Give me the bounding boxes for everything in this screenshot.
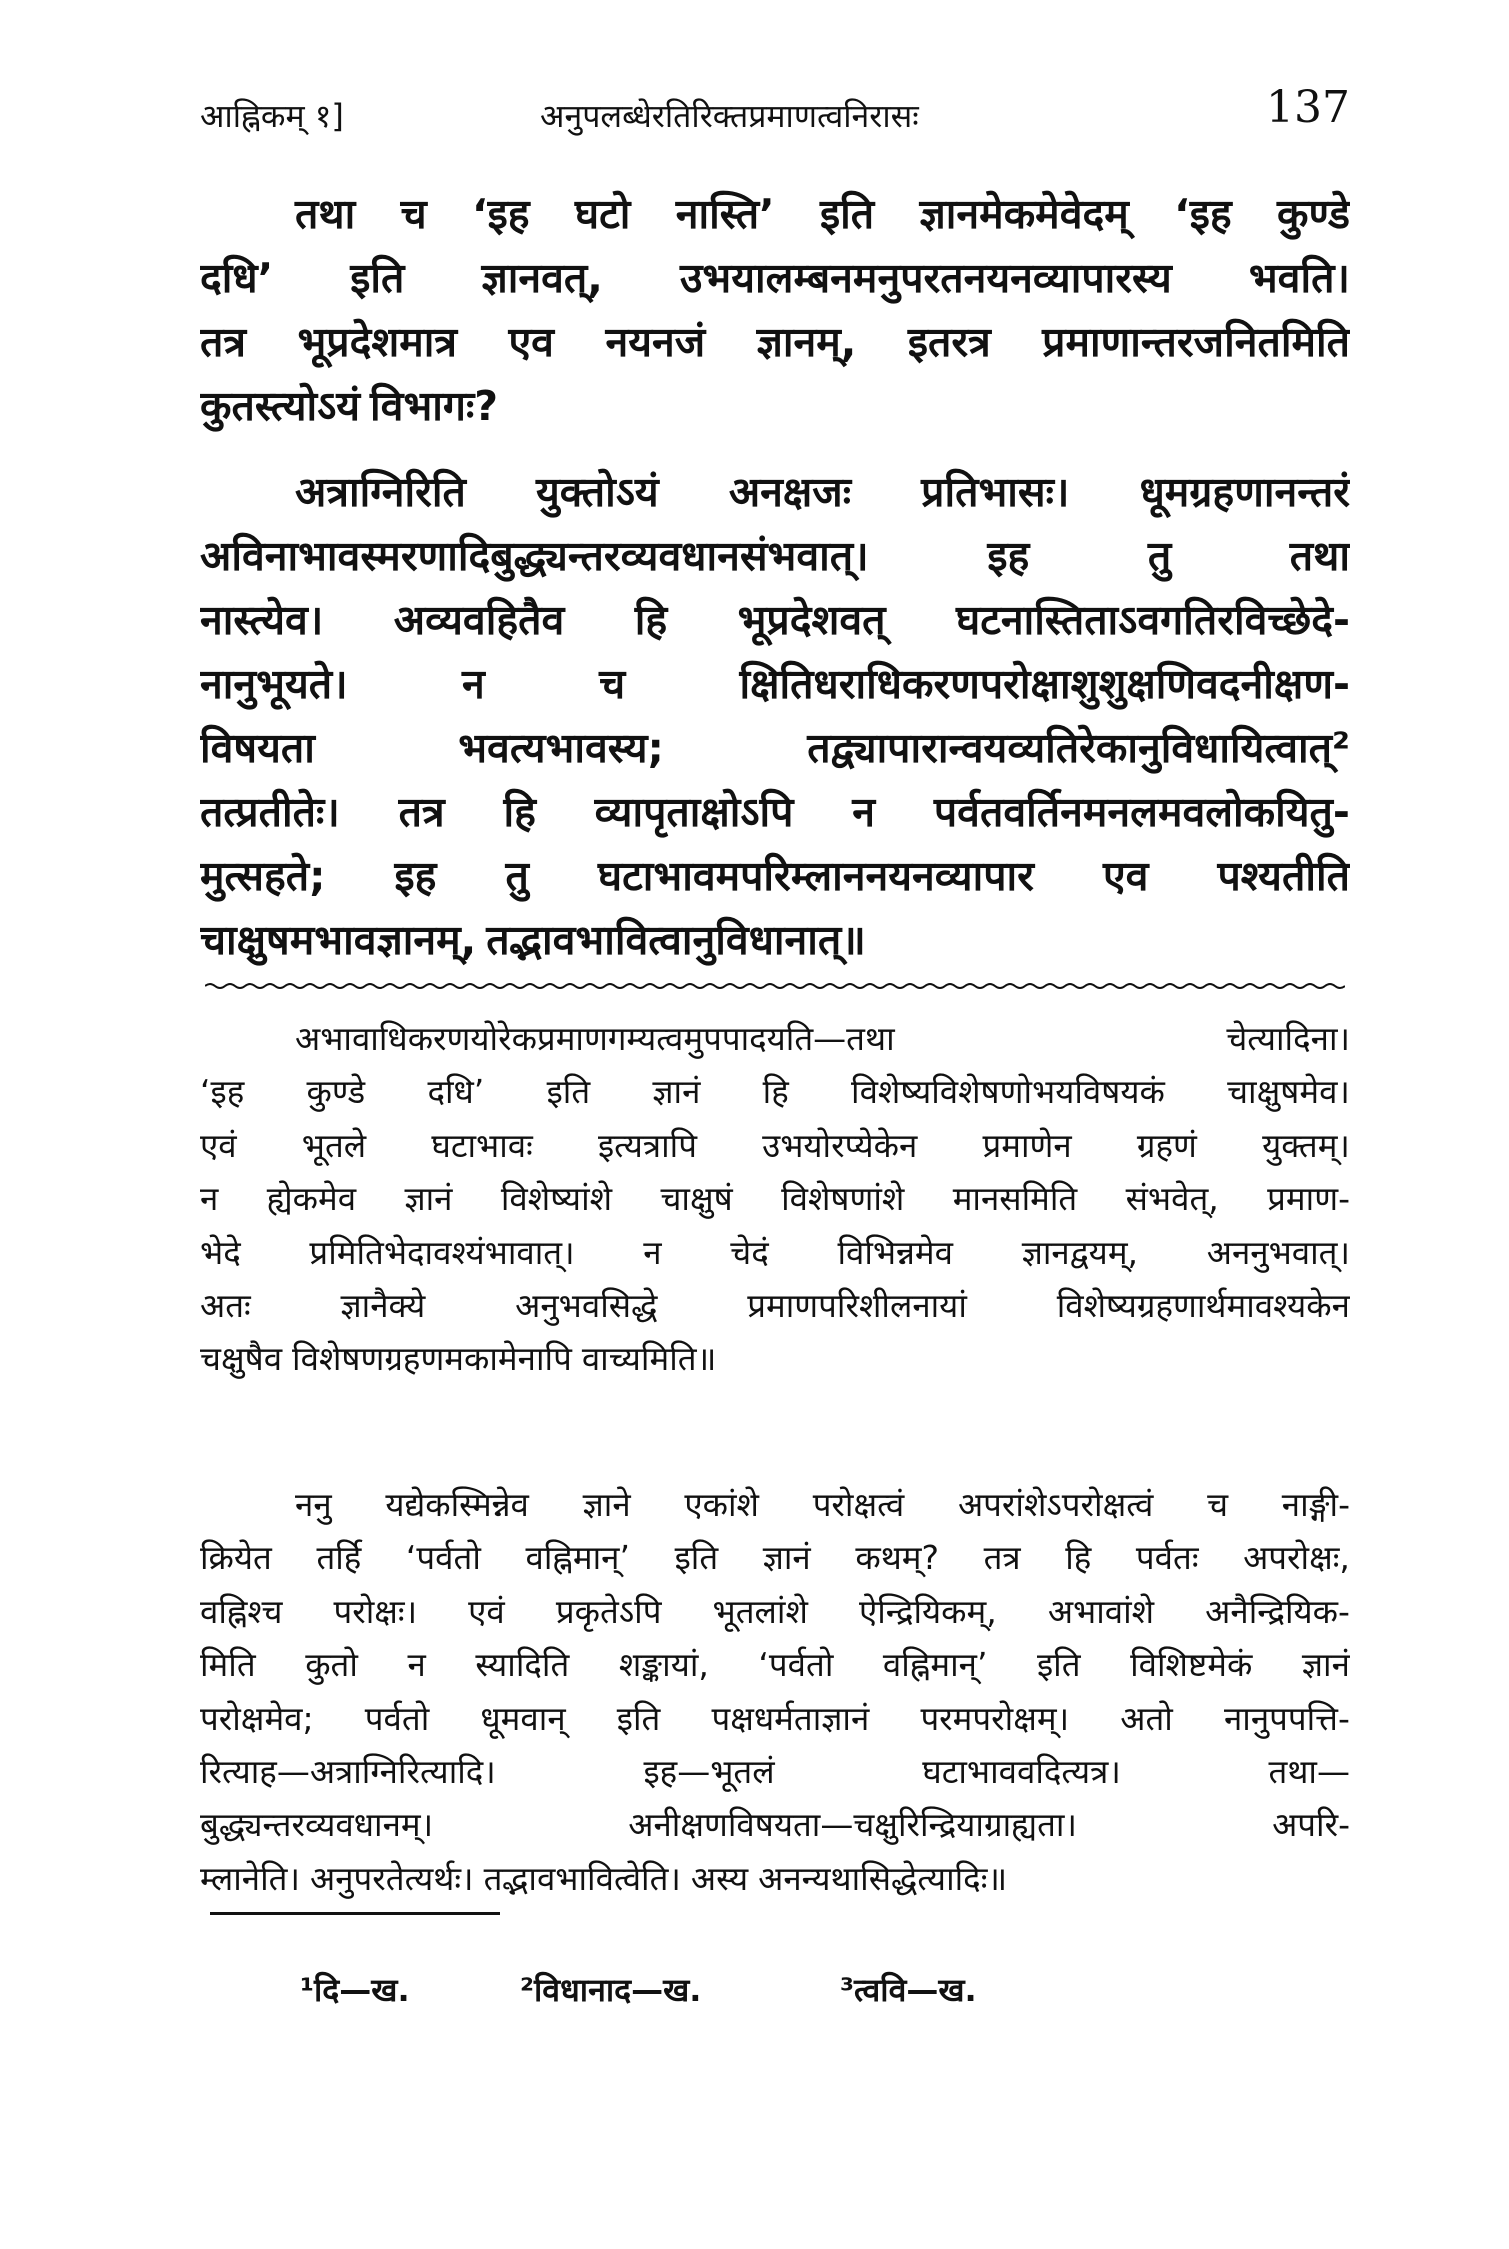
- word: च: [599, 660, 626, 708]
- word: मुत्सहते;: [200, 852, 326, 900]
- commentary-paragraph-2: [200, 1478, 1350, 1905]
- text-line: [200, 374, 1350, 438]
- word: एव: [1102, 852, 1149, 900]
- word: कुतो: [305, 1645, 358, 1685]
- text-line: [200, 182, 1350, 246]
- word: इति: [1036, 1645, 1081, 1685]
- word: प्रतिभासः।: [921, 468, 1070, 516]
- word: अतो: [1120, 1698, 1173, 1738]
- word: मिति: [200, 1645, 256, 1685]
- word: वाच्यमिति॥: [581, 1339, 717, 1379]
- word: स्यादिति: [475, 1645, 570, 1685]
- word: तु: [1147, 532, 1172, 580]
- word: अभावांशे: [1047, 1591, 1155, 1631]
- word: अस्य: [690, 1858, 749, 1898]
- word: शङ्कायां,: [618, 1645, 709, 1685]
- word: घटाभावमपरिम्लाननयनव्यापार: [597, 852, 1034, 900]
- word: इति: [616, 1698, 661, 1738]
- word: चक्षुषैव: [200, 1339, 283, 1379]
- word: चाक्षुषं: [660, 1179, 733, 1219]
- word: उभयोरप्येकेन: [762, 1125, 918, 1165]
- text-line: [200, 1638, 1350, 1691]
- word: हि: [762, 1072, 789, 1112]
- word: घटाभावः: [431, 1125, 533, 1165]
- text-line: [200, 1798, 1350, 1851]
- word: तु: [505, 852, 529, 900]
- word: भूतलांशे: [712, 1591, 808, 1631]
- word: विशेष्यग्रहणार्थमावश्यकेन: [1056, 1285, 1350, 1325]
- text-line: [200, 1692, 1350, 1745]
- word: भूतले: [301, 1125, 367, 1165]
- word: तद्व्यापारान्वयव्यतिरेकानुविधायित्वात्²: [807, 724, 1350, 772]
- word: ‘इह: [472, 190, 530, 238]
- wavy-separator: [205, 982, 1345, 990]
- word: हि: [1065, 1538, 1092, 1578]
- word: रित्याह—अत्राग्निरित्यादि।: [200, 1751, 496, 1791]
- word: अनन्यथासिद्धेत्यादिः॥: [758, 1858, 1008, 1898]
- word: अभावाधिकरणयोरेकप्रमाणगम्यत्वमुपपादयति—तथा: [295, 1019, 895, 1058]
- word: घटाभाववदित्यत्र।: [922, 1751, 1121, 1791]
- word: परोक्षमेव;: [200, 1698, 314, 1738]
- word: विशेषणांशे: [781, 1179, 905, 1219]
- word: इति: [350, 254, 405, 302]
- word: प्रमितिभेदावश्यंभावात्।: [309, 1232, 575, 1272]
- word: तत्प्रतीतेः।: [200, 788, 340, 836]
- text-line: [200, 1531, 1350, 1584]
- word: हि: [634, 596, 668, 644]
- footnotes: [300, 1968, 1200, 2018]
- word: चेदं: [730, 1232, 769, 1272]
- word: नास्ति’: [675, 190, 775, 238]
- text-line: [200, 460, 1350, 524]
- word: इह: [987, 532, 1030, 580]
- word: न: [200, 1179, 219, 1219]
- word: यद्येकस्मिन्नेव: [385, 1485, 529, 1524]
- word: ज्ञानवत्,: [481, 254, 603, 302]
- text-line: [200, 908, 1350, 972]
- word: ज्ञानं: [652, 1072, 701, 1112]
- footnote-2: ²विधानाद—ख.: [520, 1971, 702, 2009]
- word: युक्तोऽयं: [536, 468, 659, 516]
- word: ज्ञाने: [582, 1485, 631, 1524]
- text-line: [200, 1279, 1350, 1332]
- word: दधि’: [427, 1072, 485, 1112]
- word: परोक्षः।: [333, 1591, 418, 1631]
- word: वह्निमान्’: [882, 1645, 988, 1685]
- word: नाङ्गी-: [1281, 1485, 1350, 1524]
- word: प्रमाणेन: [982, 1125, 1072, 1165]
- word: प्रमाण-: [1267, 1179, 1350, 1219]
- word: तर्हि: [316, 1538, 362, 1578]
- word: इत्यत्रापि: [597, 1125, 697, 1165]
- text-line: [200, 1172, 1350, 1225]
- word: तद्भावभावित्वेति।: [483, 1858, 681, 1898]
- text-line: [200, 246, 1350, 310]
- word: पश्यतीति: [1217, 852, 1350, 900]
- word: एकांशे: [684, 1485, 759, 1524]
- text-line: [200, 1012, 1350, 1065]
- word: विभिन्नमेव: [837, 1232, 953, 1272]
- text-line: [200, 1226, 1350, 1279]
- word: तथा: [1289, 532, 1350, 580]
- word: कुतस्त्योऽयं: [200, 382, 361, 430]
- word: व्यापृताक्षोऽपि: [594, 788, 794, 836]
- word: क्षितिधराधिकरणपरोक्षाशुशुक्षणिवदनीक्षण-: [739, 660, 1350, 708]
- word: वह्निमान्’: [525, 1538, 630, 1578]
- text-line: [200, 1065, 1350, 1118]
- word: विशिष्टमेकं: [1130, 1645, 1253, 1685]
- word: नानुभूयते।: [200, 660, 348, 708]
- text-line: [200, 310, 1350, 374]
- word: अनुपरतेत्यर्थः।: [310, 1858, 474, 1898]
- word: मानसमिति: [952, 1179, 1078, 1219]
- word: चाक्षुषमभावज्ञानम्,: [200, 916, 477, 964]
- word: प्रकृतेऽपि: [555, 1591, 662, 1631]
- word: ‘इह: [200, 1072, 245, 1112]
- running-head: [200, 82, 1350, 142]
- word: विशेष्यविशेषणोभयविषयकं: [851, 1072, 1165, 1112]
- word: ‘इह: [1174, 190, 1232, 238]
- word: हि: [503, 788, 536, 836]
- word: धूमवान्: [480, 1698, 566, 1738]
- section-title: अनुपलब्धेरतिरिक्तप्रमाणत्वनिरासः: [540, 97, 919, 135]
- word: कुण्डे: [1277, 190, 1350, 238]
- word: इह—भूतलं: [643, 1751, 775, 1791]
- word: पक्षधर्मताज्ञानं: [711, 1698, 870, 1738]
- word: एवं: [468, 1591, 505, 1631]
- word: पर्वतः: [1135, 1538, 1199, 1578]
- word: एवं: [200, 1125, 237, 1165]
- word: चाक्षुषमेव।: [1227, 1072, 1350, 1112]
- word: विभागः?: [370, 382, 499, 430]
- word: अनुभवसिद्धे: [515, 1285, 658, 1325]
- word: उभयालम्बनमनुपरतनयनव्यापारस्य: [679, 254, 1172, 302]
- word: म्लानेति।: [200, 1858, 300, 1898]
- word: ज्ञानं: [404, 1179, 453, 1219]
- word: धूमग्रहणानन्तरं: [1139, 468, 1350, 516]
- word: अव्यवहितैव: [393, 596, 565, 644]
- page-number: 137: [1266, 82, 1350, 133]
- word: तद्भावभावित्वानुविधानात्॥: [486, 916, 866, 964]
- word: अनक्षजः: [728, 468, 851, 516]
- word: ज्ञानं: [762, 1538, 811, 1578]
- text-line: [200, 1585, 1350, 1638]
- text-line: [200, 588, 1350, 652]
- word: अननुभवात्।: [1206, 1232, 1350, 1272]
- word: ननु: [295, 1485, 332, 1524]
- word: नानुपपत्ति-: [1223, 1698, 1350, 1738]
- word: परोक्षत्वं: [812, 1485, 905, 1524]
- word: भवत्यभावस्य;: [458, 724, 664, 772]
- text-line: [200, 844, 1350, 908]
- word: च: [1207, 1485, 1229, 1524]
- word: भूप्रदेशवत्: [737, 596, 886, 644]
- word: पर्वतवर्तिनमनलमवलोकयितु-: [933, 788, 1350, 836]
- word: अतः: [200, 1285, 251, 1325]
- word: भूप्रदेशमात्र: [297, 318, 458, 366]
- word: विषयता: [200, 724, 315, 772]
- footnote-3: ³त्ववि—ख.: [840, 1971, 977, 2009]
- word: इति: [674, 1538, 719, 1578]
- word: ज्ञानम्,: [756, 318, 857, 366]
- word: प्रमाणान्तरजनितमिति: [1042, 318, 1350, 366]
- word: बुद्ध्यन्तरव्यवधानम्।: [200, 1805, 434, 1845]
- word: ज्ञानद्वयम्,: [1021, 1232, 1139, 1272]
- word: तत्र: [983, 1538, 1021, 1578]
- word: ग्रहणं: [1136, 1125, 1197, 1165]
- word: इतरत्र: [907, 318, 991, 366]
- word: घटनास्तिताऽवगतिरविच्छेदे-: [955, 596, 1350, 644]
- word: अविनाभावस्मरणादिबुद्ध्यन्तरव्यवधानसंभवात्।: [200, 532, 869, 580]
- word: अत्राग्निरिति: [295, 468, 466, 516]
- commentary-paragraph-1: [200, 1012, 1350, 1386]
- word: नयनजं: [605, 318, 706, 366]
- word: क्रियेत: [200, 1538, 272, 1578]
- word: परमपरोक्षम्।: [920, 1698, 1070, 1738]
- footnote-1: ¹दि—ख.: [300, 1971, 410, 2009]
- word: ऐन्द्रियिकम्,: [858, 1591, 997, 1631]
- word: अपरोक्षः,: [1243, 1538, 1350, 1578]
- word: तत्र: [200, 318, 247, 366]
- word: ज्ञानं: [1301, 1645, 1350, 1685]
- word: तत्र: [398, 788, 445, 836]
- word: ‘पर्वतो: [405, 1538, 481, 1578]
- word: घटो: [574, 190, 631, 238]
- text-line: [200, 652, 1350, 716]
- text-line: [200, 1478, 1350, 1531]
- footnote-rule: [210, 1912, 500, 1915]
- word: पर्वतो: [364, 1698, 430, 1738]
- word: न: [407, 1645, 426, 1685]
- text-line: [200, 1852, 1350, 1905]
- word: दधि’: [200, 254, 274, 302]
- word: युक्तम्।: [1262, 1125, 1350, 1165]
- word: कथम्?: [855, 1538, 940, 1578]
- word: भेदे: [200, 1232, 241, 1272]
- word: अपरांशेऽपरोक्षत्वं: [957, 1485, 1154, 1524]
- word: विशेष्यांशे: [500, 1179, 613, 1219]
- word: चेत्यादिना।: [1226, 1019, 1350, 1058]
- text-line: [200, 1745, 1350, 1798]
- word: ‘पर्वतो: [758, 1645, 834, 1685]
- word: भवति।: [1248, 254, 1350, 302]
- word: च: [400, 190, 427, 238]
- word: नास्त्येव।: [200, 596, 324, 644]
- text-line: [200, 780, 1350, 844]
- word: अनीक्षणविषयता—चक्षुरिन्द्रियाग्राह्यता।: [628, 1805, 1077, 1845]
- text-line: [200, 1332, 1350, 1385]
- word: तथा—: [1268, 1751, 1350, 1791]
- main-paragraph-1: [200, 182, 1350, 438]
- word: न: [852, 788, 876, 836]
- main-paragraph-2: [200, 460, 1350, 972]
- word: अपरि-: [1272, 1805, 1350, 1845]
- word: वह्निश्च: [200, 1591, 283, 1631]
- word: तथा: [295, 190, 356, 238]
- word: ज्ञानमेकमेवेदम्: [919, 190, 1129, 238]
- text-line: [200, 524, 1350, 588]
- word: ज्ञानैक्ये: [340, 1285, 426, 1325]
- word: एव: [508, 318, 554, 366]
- word: इति: [820, 190, 875, 238]
- word: विशेषणग्रहणमकामेनापि: [292, 1339, 572, 1379]
- word: अनैन्द्रियिक-: [1205, 1591, 1350, 1631]
- text-line: [200, 1119, 1350, 1172]
- word: इह: [394, 852, 437, 900]
- word: कुण्डे: [306, 1072, 366, 1112]
- word: इति: [546, 1072, 591, 1112]
- word: प्रमाणपरिशीलनायां: [747, 1285, 967, 1325]
- word: ह्येकमेव: [266, 1179, 357, 1219]
- chapter-label: आह्निकम् १]: [200, 97, 344, 135]
- word: संभवेत्,: [1125, 1179, 1219, 1219]
- text-line: [200, 716, 1350, 780]
- word: न: [643, 1232, 662, 1272]
- word: न: [462, 660, 485, 708]
